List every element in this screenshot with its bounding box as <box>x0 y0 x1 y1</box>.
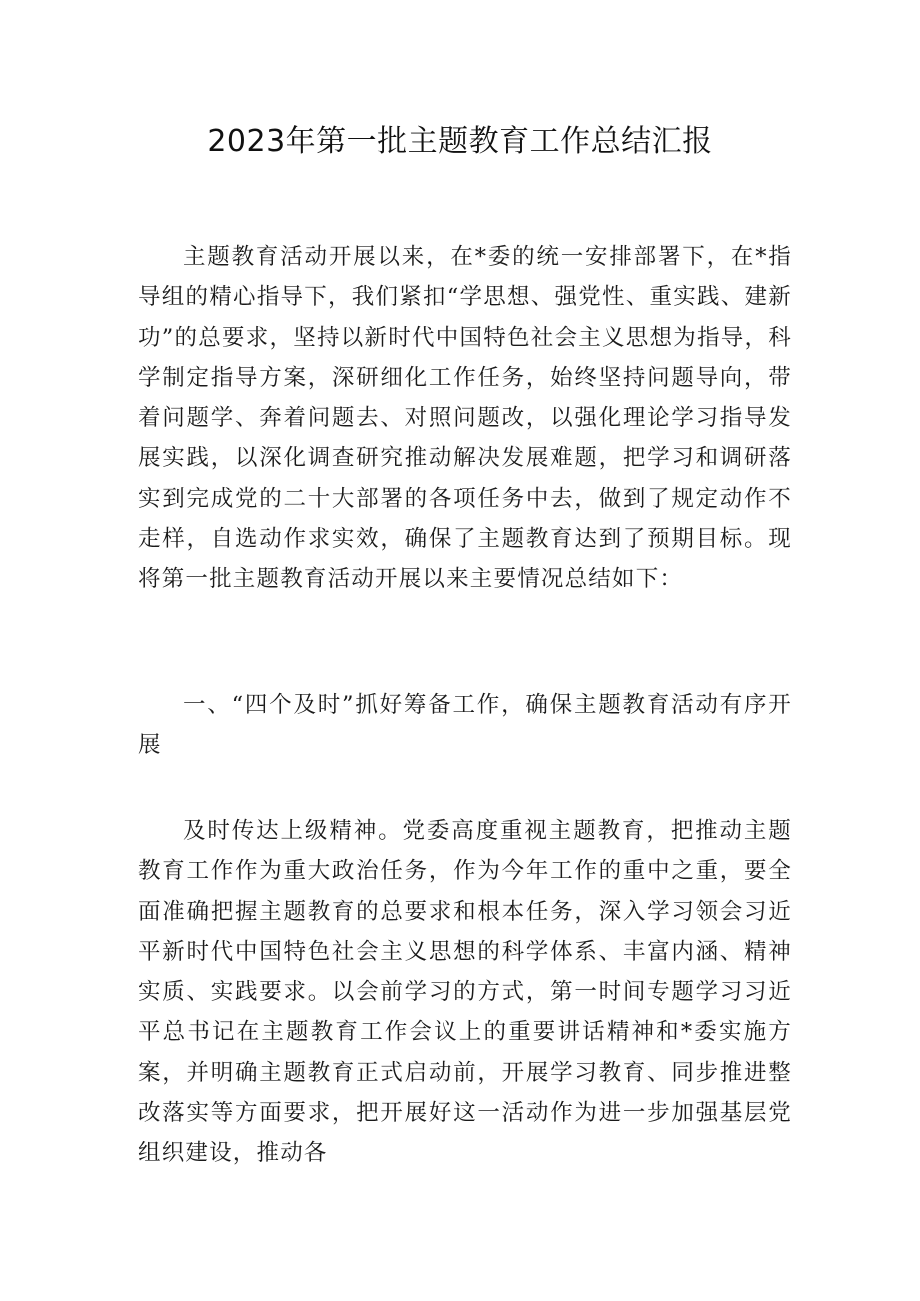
intro-paragraph: 主题教育活动开展以来，在*委的统一安排部署下，在*指导组的精心指导下，我们紧扣“学思想、强党性、重实践、建新功”的总要求，坚持以新时代中国特色社会主义思想为指导，科学制定指导方案，深研细化工作任务，始终坚持问题导向，带着问题学、奔着问题去、对照问题改，以强化理论学习指导发展实践，以深化调查研究推动解决发展难题，把学习和调研落实到完成党的二十大部署的各项任务中去，做到了规定动作不走样，自选动作求实效，确保了主题教育达到了预期目标。现将第一批主题教育活动开展以来主要情况总结如下： <box>138 244 792 593</box>
body-paragraph: 及时传达上级精神。党委高度重视主题教育，把推动主题教育工作作为重大政治任务，作为今年工作的重中之重，要全面准确把握主题教育的总要求和根本任务，深入学习领会习近平新时代中国特色社会主义思想的科学体系、丰富内涵、精神实质、实践要求。以会前学习的方式，第一时间专题学习习近平总书记在主题教育工作会议上的重要讲话精神和*委实施方案，并明确主题教育正式启动前，开展学习教育、同步推进整改落实等方面要求，把开展好这一活动作为进一步加强基层党组织建设，推动各 <box>138 818 792 1167</box>
section-heading-1: 一、“四个及时”抓好筹备工作，确保主题教育活动有序开展 <box>138 692 792 759</box>
document-title: 2023年第一批主题教育工作总结汇报 <box>207 124 713 159</box>
